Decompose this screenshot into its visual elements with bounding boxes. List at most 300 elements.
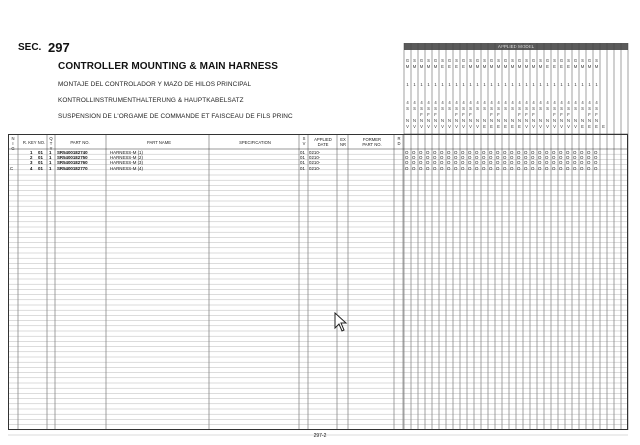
row-qty: 1: [49, 150, 52, 155]
row-model-marker: O: [475, 160, 479, 166]
row-model-marker: O: [412, 155, 416, 161]
model-code-char: E: [518, 124, 521, 129]
row-model-marker: O: [545, 165, 549, 171]
row-model-marker: O: [447, 165, 451, 171]
model-code-char: F: [469, 112, 472, 117]
model-code-char: F: [434, 112, 437, 117]
row-model-marker: O: [426, 150, 430, 155]
model-code-char: 4: [406, 100, 409, 105]
model-code-char: S: [483, 106, 486, 111]
row-model-marker: O: [538, 150, 542, 155]
model-code-char: F: [560, 112, 563, 117]
model-code-char: 1: [413, 82, 416, 87]
row-model-marker: O: [587, 150, 591, 155]
row-model-marker: O: [412, 160, 416, 166]
row-part-name: HARNESS-M (4): [110, 165, 143, 171]
model-code-char: 4: [539, 100, 542, 105]
model-code-char: V: [525, 124, 528, 129]
model-code-char: S: [539, 58, 542, 63]
row-model-marker: O: [489, 155, 493, 161]
row-model-marker: O: [524, 155, 528, 161]
model-code-char: 1: [483, 82, 486, 87]
model-code-char: S: [567, 58, 570, 63]
row-model-marker: O: [510, 150, 514, 155]
model-code-char: N: [412, 118, 417, 123]
row-model-marker: O: [412, 150, 416, 155]
model-code-char: F: [532, 112, 535, 117]
model-code-char: E: [490, 124, 493, 129]
row-ref-no: 2: [30, 155, 33, 161]
row-model-marker: O: [580, 160, 584, 166]
model-code-char: 4: [448, 100, 451, 105]
model-code-char: N: [538, 118, 543, 123]
model-code-char: G: [587, 58, 592, 63]
model-code-char: E: [567, 64, 570, 69]
model-code-char: S: [581, 106, 584, 111]
model-code-char: 1: [595, 82, 598, 87]
row-qty: 1: [49, 165, 52, 171]
model-code-char: 4: [511, 100, 514, 105]
model-code-char: 4: [588, 100, 591, 105]
row-model-marker: O: [447, 155, 451, 161]
row-model-marker: O: [531, 160, 535, 166]
model-code-char: 4: [532, 100, 535, 105]
row-model-marker: O: [552, 160, 556, 166]
model-code-char: E: [602, 124, 605, 129]
header-ex-nr: EX NR: [339, 137, 347, 147]
model-code-char: 4: [455, 100, 458, 105]
model-code-char: F: [553, 112, 556, 117]
model-code-char: M: [412, 64, 417, 69]
row-model-marker: O: [496, 155, 500, 161]
model-code-char: 1: [441, 82, 444, 87]
model-code-char: S: [427, 106, 430, 111]
row-model-marker: O: [559, 155, 563, 161]
model-code-char: 4: [560, 100, 563, 105]
model-code-char: G: [433, 58, 438, 63]
page-title: CONTROLLER MOUNTING & MAIN HARNESS: [58, 61, 279, 72]
row-model-marker: O: [496, 160, 500, 166]
model-code-char: F: [567, 112, 570, 117]
row-key-no: 01: [38, 150, 43, 155]
model-code-char: S: [560, 106, 563, 111]
model-code-char: F: [490, 112, 493, 117]
model-code-char: 4: [595, 100, 598, 105]
row-model-marker: O: [517, 160, 521, 166]
model-code-char: M: [468, 64, 473, 69]
row-model-marker: O: [552, 155, 556, 161]
row-model-marker: O: [419, 160, 423, 166]
model-code-char: N: [510, 118, 515, 123]
model-code-char: 1: [574, 82, 577, 87]
parts-table: [8, 134, 628, 430]
row-model-marker: O: [594, 155, 598, 161]
model-code-char: F: [588, 112, 591, 117]
row-model-marker: O: [475, 165, 479, 171]
row-model-marker: O: [531, 155, 535, 161]
row-part-no: SR5400182750: [57, 155, 88, 161]
model-code-char: S: [462, 106, 465, 111]
model-code-char: 1: [448, 82, 451, 87]
row-model-marker: O: [538, 165, 542, 171]
row-model-marker: O: [419, 155, 423, 161]
header-ni: N I G: [11, 136, 15, 151]
model-code-char: N: [503, 118, 508, 123]
model-code-char: E: [483, 124, 486, 129]
model-code-char: 4: [546, 100, 549, 105]
model-code-char: E: [497, 124, 500, 129]
model-code-char: N: [454, 118, 459, 123]
row-ref-no: 4: [30, 165, 33, 171]
model-code-char: 1: [455, 82, 458, 87]
row-qty: 1: [49, 155, 52, 161]
model-code-char: V: [560, 124, 563, 129]
model-code-char: N: [580, 118, 585, 123]
model-code-char: G: [531, 58, 536, 63]
model-code-char: 4: [553, 100, 556, 105]
model-code-char: E: [546, 64, 549, 69]
model-code-char: 1: [406, 82, 409, 87]
page-number: 297-2: [313, 433, 327, 439]
model-code-char: S: [455, 58, 458, 63]
model-code-char: S: [413, 106, 416, 111]
model-code-char: M: [538, 64, 543, 69]
row-model-marker: O: [419, 150, 423, 155]
model-code-char: V: [420, 124, 423, 129]
row-model-marker: O: [489, 160, 493, 166]
row-model-marker: O: [440, 150, 444, 155]
model-code-char: V: [574, 124, 577, 129]
model-code-char: N: [552, 118, 557, 123]
row-model-marker: O: [538, 160, 542, 166]
model-code-char: S: [490, 106, 493, 111]
model-code-char: V: [546, 124, 549, 129]
row-model-marker: O: [461, 155, 465, 161]
model-code-char: 1: [469, 82, 472, 87]
row-model-marker: O: [552, 150, 556, 155]
model-code-char: 1: [532, 82, 535, 87]
header-part-name: PART NAME: [147, 140, 171, 145]
model-code-char: 4: [497, 100, 500, 105]
row-ref-no: 3: [30, 160, 33, 166]
model-code-char: 1: [497, 82, 500, 87]
model-code-char: S: [539, 106, 542, 111]
row-model-marker: O: [503, 165, 507, 171]
model-code-char: V: [413, 124, 416, 129]
model-code-char: N: [447, 118, 452, 123]
row-model-marker: O: [594, 160, 598, 166]
subtitle-french: SUSPENSION DE L'ORGAME DE COMMANDE ET FAISCEAU DE FILS PRINC: [58, 113, 293, 120]
row-applied-date: 0210-: [309, 160, 321, 166]
model-code-char: G: [503, 58, 508, 63]
model-code-char: S: [532, 106, 535, 111]
model-code-char: M: [475, 64, 480, 69]
model-code-char: S: [434, 106, 437, 111]
model-code-char: 4: [581, 100, 584, 105]
model-code-char: 1: [553, 82, 556, 87]
row-model-marker: O: [587, 165, 591, 171]
model-code-char: S: [427, 58, 430, 63]
row-model-marker: O: [496, 165, 500, 171]
row-model-marker: O: [440, 165, 444, 171]
model-code-char: 4: [574, 100, 577, 105]
model-code-char: S: [581, 58, 584, 63]
row-model-marker: O: [496, 150, 500, 155]
row-model-marker: O: [426, 155, 430, 161]
model-code-char: S: [595, 58, 598, 63]
model-code-char: N: [524, 118, 529, 123]
model-code-char: 4: [441, 100, 444, 105]
model-code-char: N: [587, 118, 592, 123]
model-code-char: S: [469, 106, 472, 111]
model-code-char: 1: [427, 82, 430, 87]
model-code-char: S: [553, 106, 556, 111]
row-model-marker: O: [587, 155, 591, 161]
model-code-char: G: [405, 58, 410, 63]
model-code-char: S: [546, 106, 549, 111]
row-model-marker: O: [573, 160, 577, 166]
row-model-marker: O: [503, 150, 507, 155]
model-code-char: V: [567, 124, 570, 129]
row-model-marker: O: [566, 155, 570, 161]
model-code-char: N: [440, 118, 445, 123]
subtitle-german: KONTROLLINSTRUMENTHALTERUNG & HAUPTKABELSATZ: [58, 97, 244, 104]
row-model-marker: O: [559, 150, 563, 155]
model-code-char: G: [475, 58, 480, 63]
row-model-marker: O: [503, 155, 507, 161]
model-code-char: S: [497, 106, 500, 111]
model-code-char: S: [525, 106, 528, 111]
model-code-char: M: [496, 64, 501, 69]
model-code-char: 1: [518, 82, 521, 87]
model-code-char: E: [455, 64, 458, 69]
row-part-name: HARNESS-M (2): [110, 155, 143, 161]
model-code-char: N: [419, 118, 424, 123]
row-sv: 01: [300, 150, 305, 155]
model-code-char: 1: [539, 82, 542, 87]
model-code-char: E: [560, 64, 563, 69]
model-code-char: G: [447, 58, 452, 63]
row-model-marker: O: [489, 165, 493, 171]
row-model-marker: O: [580, 150, 584, 155]
model-code-char: 1: [567, 82, 570, 87]
model-code-char: M: [573, 64, 578, 69]
row-model-marker: O: [545, 160, 549, 166]
model-code-char: 1: [525, 82, 528, 87]
model-code-char: E: [595, 124, 598, 129]
model-code-char: 1: [511, 82, 514, 87]
model-code-char: 4: [413, 100, 416, 105]
row-model-marker: O: [573, 150, 577, 155]
row-model-marker: O: [454, 165, 458, 171]
model-code-char: S: [483, 58, 486, 63]
model-code-char: N: [573, 118, 578, 123]
row-ni: C: [10, 165, 14, 171]
row-part-name: HARNESS-M (1): [110, 150, 143, 155]
model-code-char: S: [525, 58, 528, 63]
model-code-char: 4: [525, 100, 528, 105]
model-code-char: G: [461, 58, 466, 63]
model-code-char: S: [441, 58, 444, 63]
model-code-char: 1: [504, 82, 507, 87]
row-model-marker: O: [433, 150, 437, 155]
model-code-char: S: [511, 106, 514, 111]
row-model-marker: O: [482, 155, 486, 161]
model-code-char: E: [553, 64, 556, 69]
model-code-char: E: [504, 124, 507, 129]
row-model-marker: O: [524, 160, 528, 166]
row-model-marker: O: [524, 150, 528, 155]
model-code-char: M: [489, 64, 494, 69]
model-code-char: F: [420, 112, 423, 117]
row-model-marker: O: [531, 150, 535, 155]
model-code-char: M: [517, 64, 522, 69]
row-model-marker: O: [468, 155, 472, 161]
row-model-marker: O: [566, 160, 570, 166]
row-model-marker: O: [594, 165, 598, 171]
model-code-char: 1: [434, 82, 437, 87]
row-model-marker: O: [580, 155, 584, 161]
model-code-char: 4: [420, 100, 423, 105]
row-model-marker: O: [475, 150, 479, 155]
model-code-char: E: [511, 124, 514, 129]
model-code-char: M: [531, 64, 536, 69]
model-code-char: F: [455, 112, 458, 117]
header-part-no: PART NO.: [70, 140, 90, 145]
row-model-marker: O: [461, 150, 465, 155]
model-code-char: V: [553, 124, 556, 129]
row-model-marker: O: [566, 150, 570, 155]
model-code-char: 4: [504, 100, 507, 105]
row-key-no: 01: [38, 165, 43, 171]
model-code-char: M: [482, 64, 487, 69]
row-model-marker: O: [538, 155, 542, 161]
model-code-char: E: [588, 124, 591, 129]
model-code-char: V: [427, 124, 430, 129]
model-code-char: 4: [427, 100, 430, 105]
row-model-marker: O: [440, 155, 444, 161]
model-code-char: V: [441, 124, 444, 129]
row-model-marker: O: [482, 150, 486, 155]
model-code-char: F: [525, 112, 528, 117]
row-model-marker: O: [468, 150, 472, 155]
row-model-marker: O: [461, 165, 465, 171]
row-model-marker: O: [559, 165, 563, 171]
model-code-char: 1: [588, 82, 591, 87]
model-code-char: S: [553, 58, 556, 63]
row-model-marker: O: [440, 160, 444, 166]
model-code-char: 4: [490, 100, 493, 105]
model-code-char: 4: [434, 100, 437, 105]
row-model-marker: O: [517, 155, 521, 161]
row-model-marker: O: [587, 160, 591, 166]
model-code-char: S: [588, 106, 591, 111]
model-code-char: G: [517, 58, 522, 63]
model-code-char: S: [420, 106, 423, 111]
model-code-char: S: [455, 106, 458, 111]
row-model-marker: O: [454, 150, 458, 155]
model-code-char: S: [469, 58, 472, 63]
row-key-no: 01: [38, 155, 43, 161]
row-model-marker: O: [426, 160, 430, 166]
row-part-name: HARNESS-M (3): [110, 160, 143, 166]
model-code-char: M: [594, 64, 599, 69]
header-ref-key: R. KEY NO.: [22, 140, 46, 145]
model-code-char: 4: [476, 100, 479, 105]
row-model-marker: O: [405, 160, 409, 166]
model-code-char: N: [482, 118, 487, 123]
row-model-marker: O: [573, 155, 577, 161]
model-code-char: 4: [567, 100, 570, 105]
model-code-char: N: [496, 118, 501, 123]
row-model-marker: O: [447, 150, 451, 155]
row-model-marker: O: [433, 165, 437, 171]
row-sv: 01: [300, 160, 305, 166]
applied-model-label: APPLIED MODEL: [497, 44, 535, 49]
row-sv: 01: [300, 155, 305, 161]
row-model-marker: O: [510, 155, 514, 161]
model-code-char: 1: [546, 82, 549, 87]
row-model-marker: O: [503, 160, 507, 166]
model-code-char: 1: [490, 82, 493, 87]
row-model-marker: O: [594, 150, 598, 155]
row-model-marker: O: [566, 165, 570, 171]
row-model-marker: O: [489, 150, 493, 155]
model-code-char: V: [406, 124, 409, 129]
row-applied-date: 0210-: [309, 155, 321, 161]
model-code-char: G: [419, 58, 424, 63]
model-code-char: M: [426, 64, 431, 69]
model-code-char: S: [504, 106, 507, 111]
row-model-marker: O: [405, 150, 409, 155]
model-code-char: S: [497, 58, 500, 63]
model-code-char: S: [595, 106, 598, 111]
row-model-marker: O: [447, 160, 451, 166]
row-model-marker: O: [510, 165, 514, 171]
row-model-marker: O: [552, 165, 556, 171]
row-model-marker: O: [524, 165, 528, 171]
model-code-char: M: [580, 64, 585, 69]
model-code-char: M: [503, 64, 508, 69]
header-specification: SPECIFICATION: [239, 140, 271, 145]
model-code-char: 1: [560, 82, 563, 87]
model-code-char: E: [441, 64, 444, 69]
row-sv: 01: [300, 165, 305, 171]
model-code-char: N: [405, 118, 410, 123]
header-qty: Q T Y: [49, 136, 53, 151]
row-model-marker: O: [412, 165, 416, 171]
model-code-char: E: [448, 64, 451, 69]
model-code-char: V: [455, 124, 458, 129]
header-d: R D: [397, 136, 401, 146]
row-part-no: SR5400182770: [57, 165, 88, 171]
model-code-char: S: [406, 106, 409, 111]
header-applied-date: APPLIED DATE: [314, 137, 332, 147]
model-code-char: F: [518, 112, 521, 117]
model-code-char: N: [559, 118, 564, 123]
model-code-char: V: [539, 124, 542, 129]
row-model-marker: O: [545, 155, 549, 161]
model-code-char: M: [433, 64, 438, 69]
row-model-marker: O: [433, 155, 437, 161]
header-sv: S V: [302, 136, 306, 146]
model-code-char: M: [587, 64, 592, 69]
row-model-marker: O: [517, 150, 521, 155]
model-code-char: S: [511, 58, 514, 63]
model-code-char: M: [510, 64, 515, 69]
row-model-marker: O: [468, 160, 472, 166]
model-code-char: G: [573, 58, 578, 63]
